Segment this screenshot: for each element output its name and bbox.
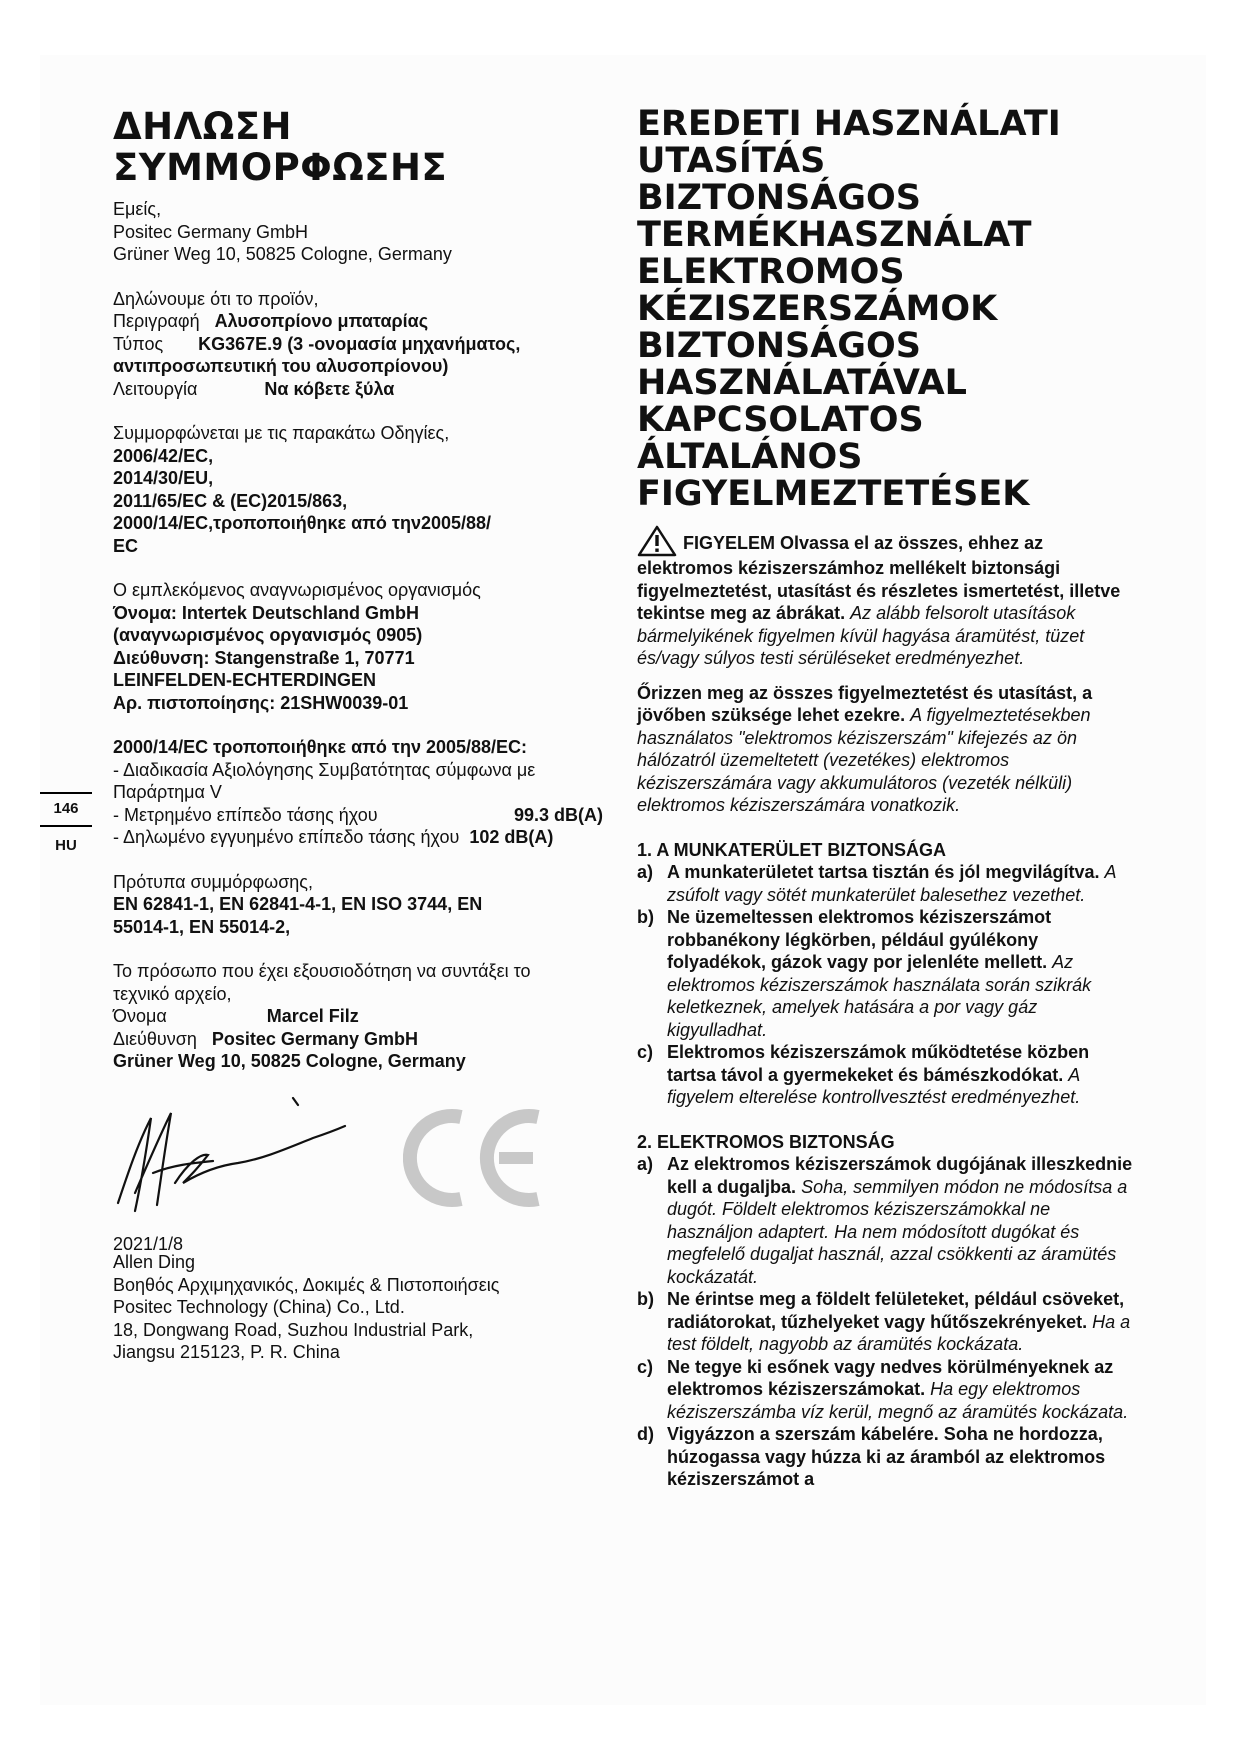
measured-row <box>113 804 603 827</box>
list-item-label: c) <box>637 1356 654 1377</box>
measured-value: 99.3 dB(A) <box>513 804 603 825</box>
guaranteed-label: - Δηλωμένο εγγυημένο επίπεδο τάσης ήχου <box>113 827 460 847</box>
measured-label: - Μετρημένο επίπεδο τάσης ήχου <box>113 804 378 825</box>
name-label: Όνομα <box>113 1006 167 1026</box>
keep-italic-text: A figyelmeztetésekben használatos "elektromos kéziszerszám" kifejezés az ön hálózatról üzemeltetett (vezetékes) elektromos kéziszerszámára vagy akkumulátoros (vezeték nélküli) elektromos kéziszerszámára vonatkozik. <box>637 705 1091 815</box>
name-row <box>113 1005 603 1028</box>
language-tab: HU <box>55 837 77 854</box>
list-item-italic: A zsúfolt vagy sötét munkaterület balesethez vezethet. <box>667 862 1116 905</box>
list-item <box>637 1423 1137 1491</box>
title-line: TERMÉKHASZNÁLAT <box>637 215 1032 255</box>
title-line: FIGYELMEZTETÉSEK <box>637 474 1030 514</box>
function-row <box>113 378 603 401</box>
list-item-italic: A figyelem elterelése kontrollvesztést eredményezhet. <box>667 1064 1081 1107</box>
signer-company: Positec Technology (China) Co., Ltd. <box>113 1297 405 1317</box>
list-item-italic: Az elektromos kéziszerszámok használata során szikrák keletkeznek, amelyek hatására a por vagy gáz kigyulladhat. <box>667 952 1092 1040</box>
directives-intro: Συμμορφώνεται με τις παρακάτω Οδηγίες, <box>113 423 450 443</box>
instructions-title <box>637 106 1137 513</box>
directive: 2011/65/EC & (EC)2015/863, <box>113 490 348 511</box>
description-value: Αλυσοπρίονο μπαταρίας <box>214 311 429 331</box>
address-row <box>113 1028 603 1051</box>
title-line: ΣΥΜΜΟΡΦΩΣΗΣ <box>113 146 448 189</box>
title-line: UTASÍTÁS <box>637 141 826 181</box>
signer-role: Βοηθός Αρχιμηχανικός, Δοκιμές & Πιστοποιήσεις <box>113 1274 500 1295</box>
notified-line: Διεύθυνση: Stangenstraße 1, 70771 <box>113 647 415 668</box>
notified-line: LEINFELDEN-ECHTERDINGEN <box>113 670 377 690</box>
list-item-italic: Ha a test földelt, nagyobb az áramütés kockázata. <box>667 1311 1131 1354</box>
title-line: ÁLTALÁNOS <box>637 437 863 477</box>
signer-address: 18, Dongwang Road, Suzhou Industrial Park, <box>113 1319 474 1340</box>
list-item-label: a) <box>637 862 654 882</box>
list-item-bold: A munkaterületet tartsa tisztán és jól megvilágítva. <box>667 862 1100 882</box>
list-item-bold: Az elektromos kéziszerszámok dugójának illeszkednie kell a dugaljba. <box>667 1154 1133 1197</box>
date-text: 2021/1/8 <box>113 1233 184 1254</box>
noise-procedure: - Διαδικασία Αξιολόγησης Συμβατότητας σύμφωνα με <box>113 759 536 780</box>
title-line: BIZTONSÁGOS <box>637 326 921 366</box>
type-label: Τύπος <box>113 333 164 354</box>
declaration-title <box>113 106 603 188</box>
list-item-bold: Ne érintse meg a földelt felületeket, például csöveket, radiátorokat, tűzhelyeket vagy hűtőszekrényeket. <box>667 1289 1125 1332</box>
list-item <box>637 1356 1137 1424</box>
authorised-text: Το πρόσωπο που έχει εξουσιοδότηση να συντάξει το <box>113 961 531 981</box>
function-value: Να κόβετε ξύλα <box>264 378 395 399</box>
title-line: BIZTONSÁGOS <box>637 178 921 218</box>
directive: EC <box>113 535 139 556</box>
list-item <box>637 1041 1137 1109</box>
list-item <box>637 861 1137 906</box>
noise-heading: 2000/14/EC τροποποιήθηκε από την 2005/88/EC: <box>113 737 528 757</box>
list-item-label: c) <box>637 1042 654 1062</box>
ce-mark-icon <box>403 1103 553 1213</box>
keep-bold-text: Őrizzen meg az összes figyelmeztetést és utasítást, a jövőben szüksége lehet ezekre. <box>637 682 1093 725</box>
warning-bold-text: FIGYELEM Olvassa el az összes, ehhez az elektromos kéziszerszámhoz mellékelt biztonsági figyelmeztetést, utasítást és részletes ismertetést, illetve tekintse meg az ábrákat. <box>637 533 1121 623</box>
side-tab <box>40 792 92 854</box>
warning-triangle-icon <box>637 525 677 557</box>
list-item-bold: Vigyázzon a szerszám kábelére. Soha ne hordozza, húzogassa vagy húzza ki az áramból az elektromos kéziszerszámot a <box>667 1424 1106 1489</box>
warning-paragraph <box>637 525 1137 670</box>
type-value: KG367E.9 (3 -ονομασία μηχανήματος, <box>198 333 521 354</box>
section-2-heading: 2. ELEKTROMOS BIZTONSÁG <box>637 1131 895 1152</box>
title-line: KÉZISZERSZÁMOK <box>637 289 998 329</box>
we-text: Εμείς, <box>113 199 162 219</box>
standards-line: 55014-1, EN 55014-2, <box>113 916 291 937</box>
notified-line: (αναγνωρισμένος οργανισμός 0905) <box>113 625 423 645</box>
notified-intro: Ο εμπλεκόμενος αναγνωρισμένος οργανισμός <box>113 580 481 600</box>
instructions-column <box>637 100 1137 1491</box>
name-value: Marcel Filz <box>266 1006 359 1026</box>
description-row <box>113 310 603 333</box>
address-text: Grüner Weg 10, 50825 Cologne, Germany <box>113 244 452 264</box>
declaration-column <box>113 100 603 1364</box>
list-item-label: b) <box>637 907 654 927</box>
title-line: HASZNÁLATÁVAL <box>637 363 967 403</box>
type-value-cont: αντιπροσωπευτική του αλυσοπρίονου) <box>113 356 449 376</box>
address-value-cont: Grüner Weg 10, 50825 Cologne, Germany <box>113 1051 466 1071</box>
address-value: Positec Germany GmbH <box>211 1028 418 1049</box>
list-item <box>637 1288 1137 1356</box>
notified-line: Αρ. πιστοποίησης: 21SHW0039-01 <box>113 692 409 713</box>
address-label: Διεύθυνση <box>113 1028 197 1049</box>
standards-intro: Πρότυπα συμμόρφωσης, <box>113 871 313 892</box>
warning-italic-text: Az alább felsorolt utasítások bármelyikének figyelmen kívül hagyása áramütést, tüzet és/vagy súlyos testi sérüléseket eredményezhet. <box>637 603 1085 668</box>
list-item-italic: Ha egy elektromos kéziszerszámba víz kerül, megnő az áramütés kockázata. <box>667 1379 1129 1422</box>
list-item-bold: Ne üzemeltessen elektromos kéziszerszámot robbanékony légkörben, például gyúlékony folyadékok, gázok vagy por jelenléte mellett. <box>667 907 1052 972</box>
list-item-label: d) <box>637 1424 654 1444</box>
noise-procedure: Παράρτημα V <box>113 782 222 802</box>
signature-area <box>113 1093 603 1243</box>
directive: 2000/14/EC,τροποποιήθηκε από την2005/88/ <box>113 513 492 533</box>
title-line: ΔΗΛΩΣΗ <box>113 105 292 148</box>
authorised-text: τεχνικό αρχείο, <box>113 983 232 1004</box>
directive: 2014/30/EU, <box>113 468 214 488</box>
page-number: 146 <box>40 792 92 827</box>
signer-name: Allen Ding <box>113 1252 196 1272</box>
keep-paragraph <box>637 682 1137 817</box>
list-item-label: a) <box>637 1154 654 1174</box>
notified-line: Όνομα: Intertek Deutschland GmbH <box>113 602 419 623</box>
title-line: EREDETI HASZNÁLATI <box>637 104 1061 144</box>
list-item <box>637 906 1137 1041</box>
list-item-bold: Elektromos kéziszerszámok működtetése közben tartsa távol a gyermekeket és bámészkodókat. <box>667 1042 1090 1085</box>
list-item-label: b) <box>637 1289 654 1309</box>
type-row <box>113 333 603 356</box>
guaranteed-value: 102 dB(A) <box>469 827 554 847</box>
guaranteed-row <box>113 826 603 849</box>
directive: 2006/42/EC, <box>113 445 214 466</box>
section-1-heading: 1. A MUNKATERÜLET BIZTONSÁGA <box>637 839 946 860</box>
title-line: ELEKTROMOS <box>637 252 905 292</box>
list-item-italic: Soha, semmilyen módon ne módosítsa a dugót. Földelt elektromos kéziszerszámokkal ne használjon adaptert. Ha nem módosított dugókat és megfelelő dugaljat használ, azzal csökkenti az áramütés kockázatát. <box>667 1176 1128 1287</box>
list-item-bold: Ne tegye ki esőnek vagy nedves körülményeknek az elektromos kéziszerszámokat. <box>667 1356 1114 1399</box>
signature-image <box>113 1093 373 1243</box>
declare-text: Δηλώνουμε ότι το προϊόν, <box>113 288 319 309</box>
description-label: Περιγραφή <box>113 311 200 331</box>
standards-line: EN 62841-1, EN 62841-4-1, EN ISO 3744, EN <box>113 894 483 914</box>
company-text: Positec Germany GmbH <box>113 221 309 242</box>
function-label: Λειτουργία <box>113 378 198 399</box>
signer-address: Jiangsu 215123, P. R. China <box>113 1342 340 1362</box>
list-item <box>637 1153 1137 1288</box>
title-line: KAPCSOLATOS <box>637 400 924 440</box>
